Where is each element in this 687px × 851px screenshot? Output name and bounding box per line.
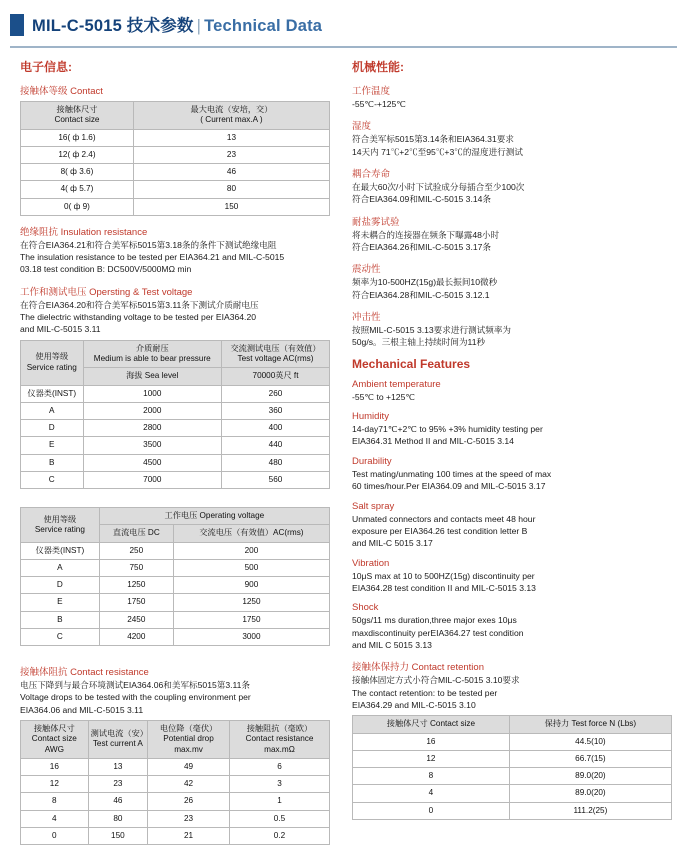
cell: 8: [21, 793, 89, 810]
table-row: [21, 559, 330, 576]
table-row: [21, 181, 330, 198]
col-contact-resistance: [230, 721, 330, 759]
col-contact-size-awg-cn: 接触体尺寸: [33, 724, 75, 734]
cell: 260: [222, 385, 330, 402]
insulation-en-1: The insulation resistance to be tested per EIA364.21 and MIL-C-5015: [20, 252, 285, 263]
cell: 480: [222, 454, 330, 471]
cell: 200: [173, 542, 329, 559]
cell: 13: [133, 129, 329, 146]
cell: 1250: [173, 594, 329, 611]
col-contact-size-awg: [21, 721, 89, 759]
col-test-voltage-en: Test voltage AC(rms): [237, 354, 314, 364]
page-title-cn: MIL-C-5015 技术参数: [32, 17, 194, 35]
col-contact-resistance-cn: 接触阻抗（毫欧）: [246, 724, 313, 734]
cell: 400: [222, 420, 330, 437]
cn-item-3-line-1: 符合EIA364.26和MIL-C-5015 3.17条: [352, 242, 491, 253]
cell: 44.5(10): [509, 733, 671, 750]
cell: 46: [133, 164, 329, 181]
col-service-rating-2-cn: 使用等级: [43, 514, 77, 524]
cell: 440: [222, 437, 330, 454]
cell: 1: [230, 793, 330, 810]
cn-item-1-line-1: 14天内 71℃+2℃至95℃+3℃的湿度进行测试: [352, 146, 523, 157]
cell: 150: [88, 827, 147, 844]
content-columns: [0, 48, 687, 851]
table-row: [353, 750, 672, 767]
col-service-rating-en: Service rating: [26, 362, 77, 372]
insulation-cn-1: 在符合EIA364.21和符合美军标5015第3.18条的条件下测试绝缘电阻: [20, 239, 277, 250]
en-item-4-label: Vibration: [352, 557, 390, 569]
col-service-rating-2: [21, 508, 100, 543]
cn-item-2-line-0: 在最大60次/小时下试验成分每插合至少100次: [352, 182, 525, 193]
cell: 111.2(25): [509, 802, 671, 819]
operating-voltage-label: 工作和测试电压 Opersting & Test voltage: [20, 286, 193, 298]
electrical-section-title: 电子信息:: [20, 60, 72, 74]
cell: 0.2: [230, 827, 330, 844]
cn-item-4-line-0: 频率为10-500HZ(15g)最长振间10微秒: [352, 277, 498, 288]
table-row: [21, 827, 330, 844]
cell: 6: [230, 758, 330, 775]
cell: 16: [21, 758, 89, 775]
cell: 23: [148, 810, 230, 827]
operating-voltage-table: [20, 507, 330, 646]
table-row: [21, 542, 330, 559]
col-sea-level: 海拔 Sea level: [83, 368, 222, 385]
insulation-en-2: 03.18 test condition B: DC500V/5000MΩ min: [20, 264, 192, 275]
col-service-rating-2-en: Service rating: [34, 524, 85, 534]
operating-voltage-en-1: The dielectric withstanding voltage to be tested per EIA364.20: [20, 312, 256, 323]
cell: C: [21, 628, 100, 645]
cell: 1000: [83, 385, 222, 402]
col-test-current-en: Test current A: [92, 739, 143, 749]
table-row: [21, 776, 330, 793]
cell: 0.5: [230, 810, 330, 827]
cell: 1250: [99, 577, 173, 594]
cn-item-4-label: 震动性: [352, 264, 381, 276]
cell: B: [21, 611, 100, 628]
en-item-5-line-0: 50gs/11 ms duration,three major exes 10μs: [352, 615, 517, 626]
cell: 0: [21, 827, 89, 844]
cell: 2800: [83, 420, 222, 437]
cell: 2000: [83, 402, 222, 419]
en-item-5-line-2: and MIL C 5015 3.13: [352, 639, 432, 650]
col-test-voltage-cn: 交流测试电压（有效值）: [230, 343, 321, 353]
cn-item-1-label: 湿度: [352, 121, 372, 133]
cell: 仪器类(INST): [21, 542, 100, 559]
cell: 150: [133, 198, 329, 215]
cn-item-0-label: 工作温度: [352, 86, 391, 97]
col-test-voltage: [222, 340, 330, 368]
cell: 4: [21, 810, 89, 827]
col-potential-drop-cn: 电位降（毫伏）: [159, 724, 218, 734]
en-item-4-line-1: EIA364.28 test condition II and MIL-C-5015 3.13: [352, 582, 536, 593]
table-row: [21, 437, 330, 454]
cn-item-2-line-1: 符合EIA364.09和MIL-C-5015 3.14条: [352, 194, 491, 205]
table-row: [21, 198, 330, 215]
col-contact-size: [21, 102, 134, 130]
cell: E: [21, 437, 84, 454]
cell: 66.7(15): [509, 750, 671, 767]
cell: 3500: [83, 437, 222, 454]
en-item-0-label: Ambient temperature: [352, 378, 441, 390]
cn-item-2-label: 耦合寿命: [352, 169, 391, 181]
table-row: [21, 810, 330, 827]
cell: 0: [353, 802, 510, 819]
col-70000ft: 70000英尺 ft: [222, 368, 330, 385]
col-service-rating: [21, 340, 84, 385]
cell: E: [21, 594, 100, 611]
cell: D: [21, 420, 84, 437]
col-test-current-cn: 测试电流（安）: [90, 729, 148, 739]
col-potential-drop-en: Potential drop max.mv: [163, 734, 214, 754]
contact-resistance-cn-1: 电压下降到与最合环境测试EIA364.06和美军标5015第3.11条: [20, 680, 251, 691]
table-row: [21, 471, 330, 488]
col-ac: 交流电压（有效值）AC(rms): [173, 525, 329, 542]
col-current-max-cn: 最大电流（安培，交）: [190, 105, 273, 114]
contact-resistance-en-2: EIA364.06 and MIL-C-5015 3.11: [20, 704, 144, 715]
title-separator: |: [196, 17, 202, 35]
col-potential-drop: [148, 721, 230, 759]
contact-rating-label: 接触体等级 Contact: [20, 86, 103, 97]
header-accent-bar: [10, 14, 24, 36]
col-contact-size-en: Contact size: [54, 115, 100, 125]
col-contact-resistance-en: Contact resistance max.mΩ: [245, 734, 314, 754]
col-current-max-en: ( Current max.A ): [200, 115, 263, 125]
table-row: [353, 785, 672, 802]
page-header: [10, 8, 677, 48]
cell: 7000: [83, 471, 222, 488]
cell: 12: [21, 776, 89, 793]
cell: 8: [353, 768, 510, 785]
col-dc: 直流电压 DC: [99, 525, 173, 542]
table-row: [21, 402, 330, 419]
en-item-3-line-1: exposure per EIA364.26 test condition letter B: [352, 525, 528, 536]
cn-item-4-line-1: 符合EIA364.28和MIL-C-5015 3.12.1: [352, 289, 490, 300]
cell: 1750: [173, 611, 329, 628]
col-current-max: [133, 102, 329, 130]
table-row: [353, 802, 672, 819]
cell: 26: [148, 793, 230, 810]
cell: 21: [148, 827, 230, 844]
cn-item-1-line-0: 符合美军标5015第3.14条和EIA364.31要求: [352, 134, 514, 145]
left-column: [20, 58, 330, 851]
contact-resistance-table: [20, 720, 330, 845]
contact-retention-label: 接触体保持力 Contact retention: [352, 662, 484, 674]
col-medium-pressure: [83, 340, 222, 368]
table-row: [353, 768, 672, 785]
cn-item-5-line-1: 50g/s。三根主轴上持续时间为11秒: [352, 337, 486, 348]
table-row: [21, 628, 330, 645]
insulation-label: 绝缘阻抗 Insulation resistance: [20, 226, 148, 238]
cell: 360: [222, 402, 330, 419]
col-service-rating-cn: 使用等级: [35, 352, 69, 362]
cell: 23: [133, 146, 329, 163]
cell: 750: [99, 559, 173, 576]
cell: 2450: [99, 611, 173, 628]
cell: 仪器类(INST): [21, 385, 84, 402]
cell: 4( ф 5.7): [21, 181, 134, 198]
en-item-2-line-0: Test mating/unmating 100 times at the speed of max: [352, 468, 552, 479]
table-row: [21, 129, 330, 146]
col-test-current: [88, 721, 147, 759]
en-item-1-line-1: EIA364.31 Method II and MIL-C-5015 3.14: [352, 436, 514, 447]
table-row: [21, 594, 330, 611]
mechanical-features-title: Mechanical Features: [352, 356, 471, 371]
en-item-2-label: Durability: [352, 455, 392, 467]
table-row: [21, 146, 330, 163]
cell: 500: [173, 559, 329, 576]
operating-voltage-en-2: and MIL-C-5015 3.11: [20, 324, 101, 335]
cell: 250: [99, 542, 173, 559]
table-row: [21, 577, 330, 594]
cell: 4200: [99, 628, 173, 645]
cell: 8( ф 3.6): [21, 164, 134, 181]
table-row: [21, 793, 330, 810]
cn-item-5-label: 冲击性: [352, 312, 381, 324]
col-retention-contact-size: 接触体尺寸 Contact size: [353, 716, 510, 733]
en-item-5-line-1: maxdiscontinuity perEIA364.27 test condition: [352, 627, 524, 638]
table-row: [21, 758, 330, 775]
contact-retention-cn-0: 接触体固定方式小符合MIL-C-5015 3.10要求: [352, 675, 520, 686]
cell: 3: [230, 776, 330, 793]
cell: 80: [133, 181, 329, 198]
contact-resistance-label: 接触体阻抗 Contact resistance: [20, 667, 149, 679]
cn-item-3-line-0: 将未耦合的连接器在频条下曝露48小时: [352, 229, 500, 240]
en-item-3-line-0: Unmated connectors and contacts meet 48 hour: [352, 513, 536, 524]
cell: 12( ф 2.4): [21, 146, 134, 163]
en-item-1-label: Humidity: [352, 411, 389, 423]
table-row: [21, 454, 330, 471]
cell: 560: [222, 471, 330, 488]
test-voltage-table: [20, 340, 330, 489]
cell: 42: [148, 776, 230, 793]
col-contact-size-awg-en: Contact size AWG: [31, 734, 77, 754]
en-item-5-label: Shock: [352, 602, 379, 614]
cell: 0( ф 9): [21, 198, 134, 215]
cell: 1750: [99, 594, 173, 611]
cell: A: [21, 402, 84, 419]
contact-resistance-en-1: Voltage drops to be tested with the coupling environment per: [20, 692, 251, 703]
cell: D: [21, 577, 100, 594]
cell: 4500: [83, 454, 222, 471]
col-retention-test-force: 保持力 Test force N (Lbs): [509, 716, 671, 733]
contact-retention-table: [352, 715, 672, 820]
cell: C: [21, 471, 84, 488]
col-medium-pressure-cn: 介质耐压: [135, 343, 169, 353]
en-item-0-line-0: -55℃ to +125℃: [352, 391, 416, 402]
cell: 16: [353, 733, 510, 750]
cell: B: [21, 454, 84, 471]
cell: 12: [353, 750, 510, 767]
page-title-en: Technical Data: [204, 17, 323, 35]
cell: 4: [353, 785, 510, 802]
cell: 89.0(20): [509, 785, 671, 802]
cell: 3000: [173, 628, 329, 645]
table-row: [21, 611, 330, 628]
operating-voltage-cn-1: 在符合EIA364.20和符合美军标5015第3.11条下测试介质耐电压: [20, 299, 259, 310]
cn-item-0-line-0: -55℃-+125℃: [352, 99, 406, 109]
col-medium-pressure-en: Medium is able to bear pressure: [93, 354, 211, 364]
cell: 13: [88, 758, 147, 775]
table-row: [21, 420, 330, 437]
contact-rating-table: [20, 101, 330, 216]
cell: 900: [173, 577, 329, 594]
cell: 80: [88, 810, 147, 827]
cell: A: [21, 559, 100, 576]
table-row: [21, 164, 330, 181]
en-item-2-line-1: 60 times/hour.Per EIA364.09 and MIL-C-5015 3.17: [352, 481, 546, 492]
table-row: [21, 385, 330, 402]
col-contact-size-cn: 接触体尺寸: [56, 105, 98, 114]
en-item-3-label: Salt spray: [352, 500, 395, 512]
right-column: [352, 58, 672, 851]
cell: 46: [88, 793, 147, 810]
cell: 89.0(20): [509, 768, 671, 785]
cell: 16( ф 1.6): [21, 129, 134, 146]
cn-item-3-label: 耐盐雾试验: [352, 216, 400, 228]
table-row: [353, 733, 672, 750]
page-title: [32, 12, 322, 36]
en-item-4-line-0: 10μS max at 10 to 500HZ(15g) discontinuity per: [352, 570, 535, 581]
en-item-3-line-2: and MIL-C 5015 3.17: [352, 538, 433, 549]
en-item-1-line-0: 14-day71℃+2℃ to 95% +3% humidity testing per: [352, 424, 543, 435]
contact-retention-en-1: EIA364.29 and MIL-C-5015 3.10: [352, 699, 476, 710]
cell: 23: [88, 776, 147, 793]
cn-item-5-line-0: 按照MIL-C-5015 3.13要求进行测试频率为: [352, 325, 512, 336]
contact-retention-en-0: The contact retention: to be tested per: [352, 687, 498, 698]
cell: 49: [148, 758, 230, 775]
mechanical-section-title: 机械性能:: [352, 60, 404, 74]
col-operating-voltage: 工作电压 Operating voltage: [99, 508, 329, 525]
